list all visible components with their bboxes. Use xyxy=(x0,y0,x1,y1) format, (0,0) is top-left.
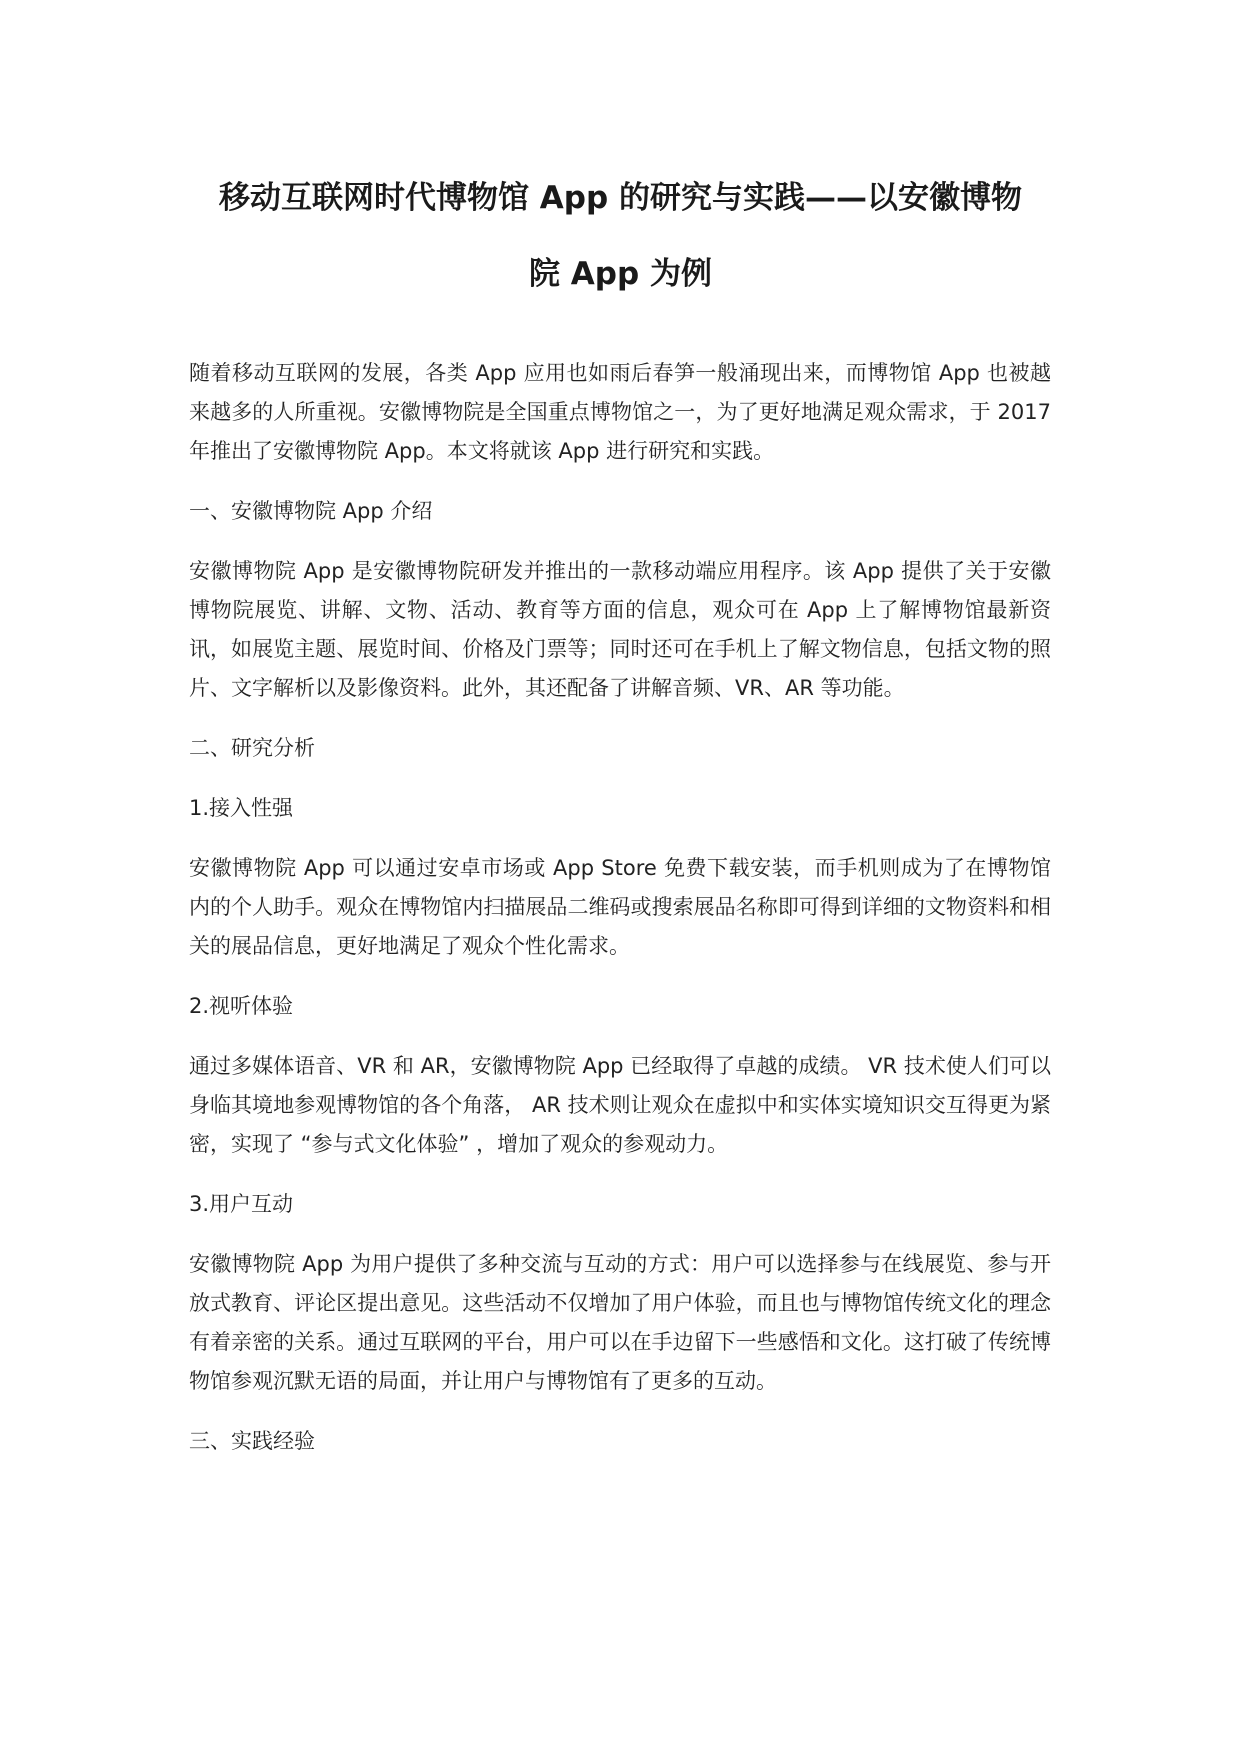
section-heading-2: 二、研究分析 xyxy=(189,736,315,760)
section-heading-3: 三、实践经验 xyxy=(189,1429,315,1453)
subsection-heading-2: 2.视听体验 xyxy=(189,994,294,1018)
subsection-heading-1: 1.接入性强 xyxy=(189,796,294,820)
subsection-3-paragraph: 安徽博物院 App 为用户提供了多种交流与互动的方式：用户可以选择参与在线展览、参与开放式教育、评论区提出意见。这些活动不仅增加了用户体验，而且也与博物馆传统文化的理念有着亲密的关系。通过互联网的平台，用户可以在手边留下一些感悟和文化。这打破了传统博物馆参观沉默无语的局面，并让用户与博物馆有了更多的互动。 xyxy=(189,1252,1051,1393)
subsection-2-paragraph: 通过多媒体语音、VR 和 AR，安徽博物院 App 已经取得了卓越的成绩。 VR 技术使人们可以身临其境地参观博物馆的各个角落， AR 技术则让观众在虚拟中和实体实境知识交互得更为紧密，实现了 “参与式文化体验” ，增加了观众的参观动力。 xyxy=(189,1054,1051,1156)
document-body xyxy=(189,354,1051,1482)
subsection-heading-3: 3.用户互动 xyxy=(189,1192,294,1216)
document-title-line-2: 院 App 为例 xyxy=(529,256,712,292)
section-heading-1: 一、安徽博物院 App 介绍 xyxy=(189,499,433,523)
section-1-paragraph: 安徽博物院 App 是安徽博物院研发并推出的一款移动端应用程序。该 App 提供了关于安徽博物院展览、讲解、文物、活动、教育等方面的信息，观众可在 App 上了解博物馆最新资讯，如展览主题、展览时间、价格及门票等；同时还可在手机上了解文物信息，包括文物的照片、文字解析以及影像资料。此外，其还配备了讲解音频、VR、AR 等功能。 xyxy=(189,559,1051,700)
subsection-1-paragraph: 安徽博物院 App 可以通过安卓市场或 App Store 免费下载安装，而手机则成为了在博物馆内的个人助手。观众在博物馆内扫描展品二维码或搜索展品名称即可得到详细的文物资料和相关的展品信息，更好地满足了观众个性化需求。 xyxy=(189,856,1051,958)
intro-paragraph: 随着移动互联网的发展，各类 App 应用也如雨后春笋一般涌现出来，而博物馆 App 也被越来越多的人所重视。安徽博物院是全国重点博物馆之一，为了更好地满足观众需求，于 2017 年推出了安徽博物院 App。本文将就该 App 进行研究和实践。 xyxy=(189,361,1051,463)
document-title-line-1: 移动互联网时代博物馆 App 的研究与实践——以安徽博物 xyxy=(219,180,1022,216)
